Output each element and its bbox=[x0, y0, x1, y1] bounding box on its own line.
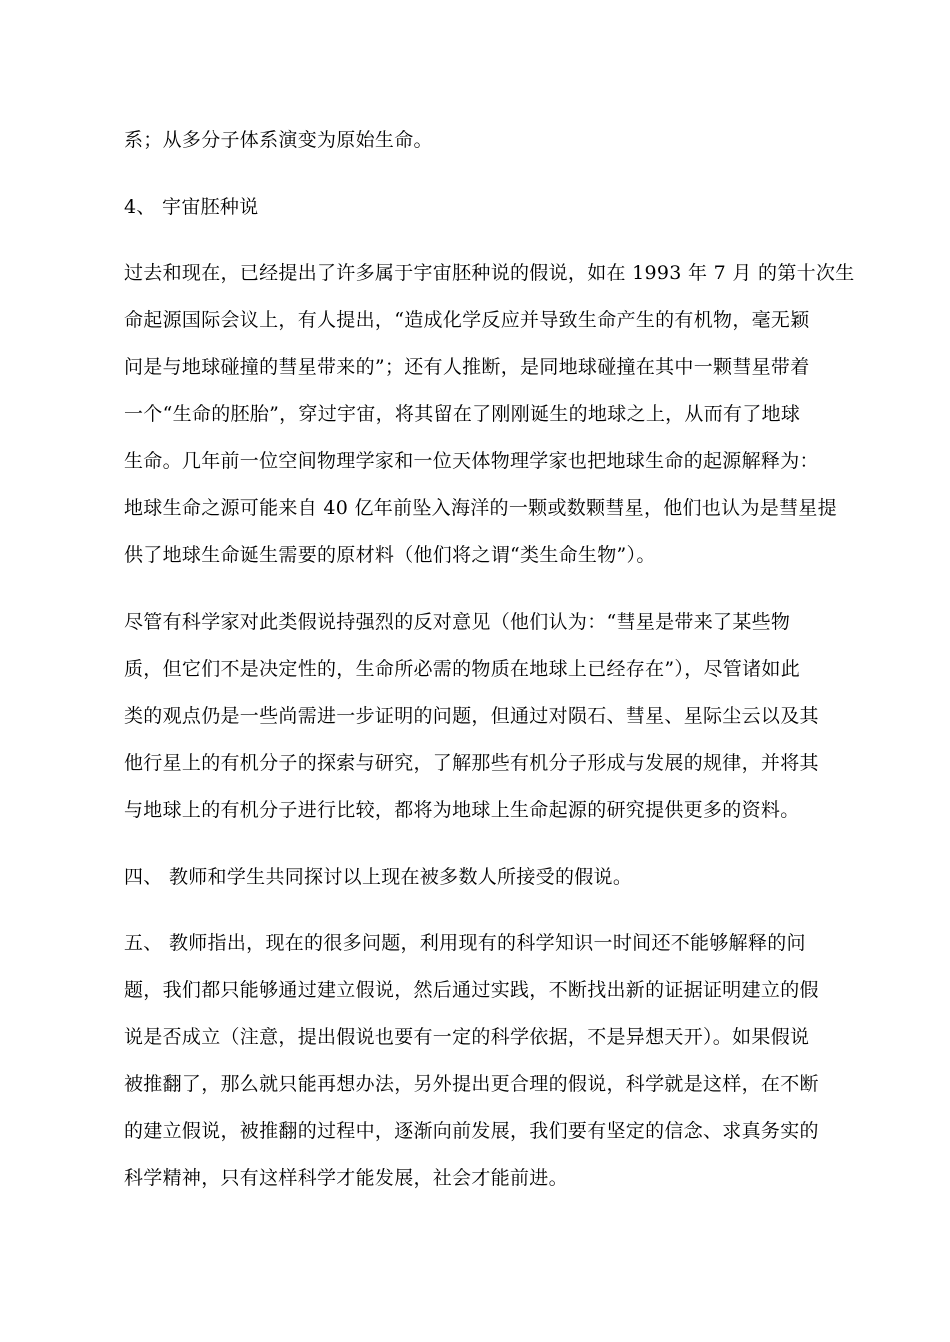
paragraph-line: 五、 教师指出，现在的很多问题，利用现有的科学知识一时间还不能够解释的问 bbox=[124, 932, 806, 954]
section-heading: 4、 宇宙胚种说 bbox=[124, 196, 259, 218]
paragraph-line: 命起源国际会议上，有人提出，“造成化学反应并导致生命产生的有机物，毫无颖 bbox=[124, 309, 810, 331]
paragraph-line: 过去和现在，已经提出了许多属于宇宙胚种说的假说，如在 1993 年 7 月 的第十次生 bbox=[124, 262, 855, 284]
paragraph-line: 系；从多分子体系演变为原始生命。 bbox=[124, 129, 433, 151]
paragraph-line: 科学精神，只有这样科学才能发展，社会才能前进。 bbox=[124, 1167, 568, 1189]
paragraph-line: 他行星上的有机分子的探索与研究，了解那些有机分子形成与发展的规律，并将其 bbox=[124, 752, 819, 774]
paragraph-line: 类的观点仍是一些尚需进一步证明的问题，但通过对陨石、彗星、星际尘云以及其 bbox=[124, 705, 819, 727]
paragraph-line: 说是否成立（注意，提出假说也要有一定的科学依据，不是异想天开）。如果假说 bbox=[124, 1026, 810, 1048]
paragraph-line: 地球生命之源可能来自 40 亿年前坠入海洋的一颗或数颗彗星，他们也认为是彗星提 bbox=[124, 497, 837, 519]
paragraph-line: 一个“生命的胚胎”，穿过宇宙，将其留在了刚刚诞生的地球之上，从而有了地球 bbox=[124, 403, 801, 425]
paragraph-line: 问是与地球碰撞的彗星带来的”；还有人推断，是同地球碰撞在其中一颗彗星带着 bbox=[124, 356, 810, 378]
paragraph-line: 质，但它们不是决定性的，生命所必需的物质在地球上已经存在”），尽管诸如此 bbox=[124, 658, 801, 680]
paragraph-line: 尽管有科学家对此类假说持强烈的反对意见（他们认为：“彗星是带来了某些物 bbox=[124, 611, 791, 633]
paragraph-line: 生命。几年前一位空间物理学家和一位天体物理学家也把地球生命的起源解释为： bbox=[124, 450, 819, 472]
section-heading: 四、 教师和学生共同探讨以上现在被多数人所接受的假说。 bbox=[124, 866, 633, 888]
paragraph-line: 被推翻了，那么就只能再想办法，另外提出更合理的假说，科学就是这样，在不断 bbox=[124, 1073, 819, 1095]
paragraph-line: 供了地球生命诞生需要的原材料（他们将之谓“类生命生物”）。 bbox=[124, 544, 656, 566]
paragraph-line: 的建立假说，被推翻的过程中，逐渐向前发展，我们要有坚定的信念、求真务实的 bbox=[124, 1120, 819, 1142]
paragraph-line: 与地球上的有机分子进行比较，都将为地球上生命起源的研究提供更多的资料。 bbox=[124, 799, 800, 821]
paragraph-line: 题，我们都只能够通过建立假说，然后通过实践，不断找出新的证据证明建立的假 bbox=[124, 979, 819, 1001]
